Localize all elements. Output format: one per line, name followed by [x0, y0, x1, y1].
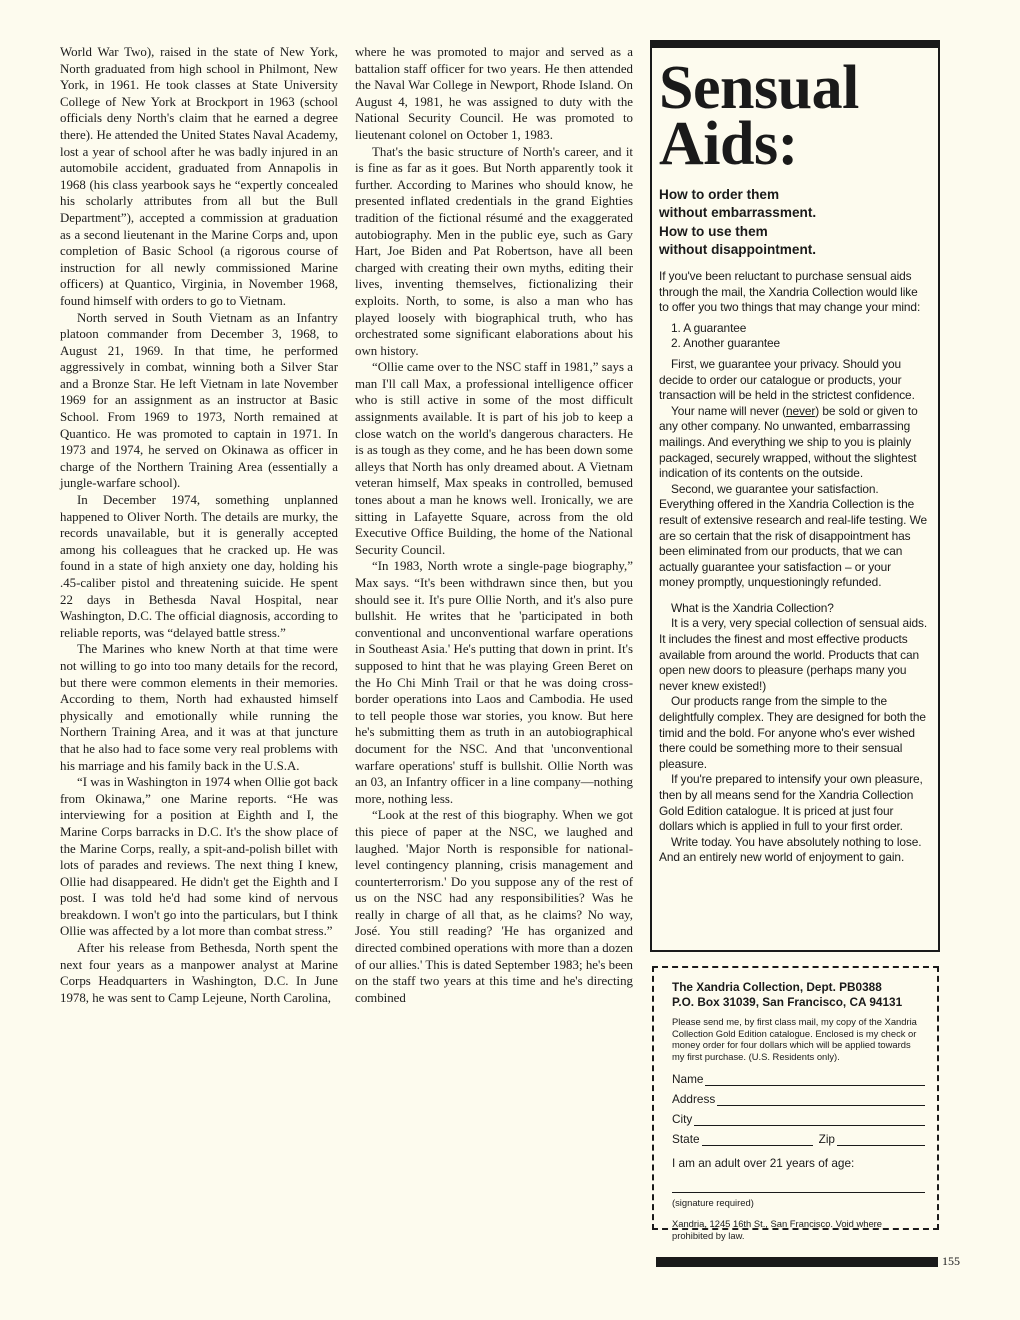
article-paragraph: In December 1974, something unplanned happened to Oliver North. The details are murky, the records unavailable, but it is generally accepted among his colleagues that he cracked up. He was found in a state of high anxiety one day, holding his .45-caliber pistol and threatening suicide. He spent 22 days in Bethesda Naval Hospital, near Washington, D.C. The official diagnosis, according to reliable reports, was “delayed battle stress.” [60, 493, 338, 640]
article-column-2 [355, 44, 633, 1006]
ad-subheading-line: without embarrassment. [659, 205, 817, 220]
ad-subheading-line: without disappointment. [659, 242, 817, 257]
article-paragraph: “I was in Washington in 1974 when Ollie got back from Okinawa,” one Marine reports. “He was interviewing for a position at Eighth and I, the Marine Corps barracks in D.C. It's the show place of the Marine Corps, really, a spit-and-polish billet with lots of parades and reviews. The next thing I knew, Ollie had disappeared. He didn't get the Eighth and I post. I was told he'd had some kind of nervous breakdown. I won't go into the particulars, but I think Ollie was affected by a lot more than combat stress.” [60, 775, 338, 939]
list-item: 2. Another guarantee [671, 336, 781, 351]
ad-question: What is the Xandria Collection? [671, 600, 834, 615]
zip-line[interactable] [837, 1133, 925, 1146]
text-run: Your name will never ( [671, 403, 786, 418]
page-number: 155 [942, 1254, 960, 1268]
ad-paragraph: Second, we guarantee your satisfaction. Everything offered in the Xandria Collection is the result of extensive research and real-life testing. We are so certain that the risk of disappointment has been eliminated from our products, that we can actually guarantee your satisfaction – or your money promptly, unquestioningly refunded. [659, 481, 927, 590]
article-paragraph: where he was promoted to major and served as a battalion staff officer for two years. He then attended the Naval War College in Newport, Rhode Island. On August 4, 1981, he was assigned to duty with the National Security Council. He was promoted to lieutenant colonel on October 1, 1983. [355, 45, 633, 142]
article-paragraph: North served in South Vietnam as an Infantry platoon commander from December 3, 1968, to August 21, 1969. In that time, he performed aggressively in combat, winning both a Silver Star and a Bronze Star. He left Vietnam in late November 1969 for an assignment as an instructor at Basic School. From 1969 to 1973, North remained at Quantico. He was promoted to captain in 1971. In 1973 and 1974, he served on Okinawa as officer in charge of the Northern Training Area (essentially a jungle-warfare school). [60, 310, 338, 491]
field-label: City [672, 1112, 693, 1127]
address-field[interactable] [672, 1086, 925, 1106]
city-line[interactable] [694, 1113, 925, 1126]
name-line[interactable] [705, 1073, 925, 1086]
field-label: Zip [818, 1132, 835, 1147]
ad-subheading [659, 186, 929, 222]
article-paragraph: The Marines who knew North at that time were not willing to go into too many details for the record, but there were common elements in their memories. According to them, North had exhausted himself physically and emotionally while running the Northern Training Area, and it was at that juncture that he also had to face some very real problems with his marriage and his family back in the U.S.A. [60, 642, 338, 773]
article-paragraph: “Ollie came over to the NSC staff in 1981,” says a man I'll call Max, a professional intelligence officer who is still active in some of the most difficult assignments available. It is part of his job to keep a close watch on the world's dangerous characters. He is as tough as they come, and he has been down some alleys that North has only dreamed about. A Vietnam veteran himself, Max speaks in controlled, bemused tones about a man he knows well. Ironically, we are sitting in Lafayette Square, across from the old Executive Office Building, the home of the National Security Council. [355, 360, 633, 557]
ad-headline [659, 54, 929, 178]
text-run: ) be sold or given to any other company. No unwanted, embarrassing mailings. And everything we ship to you is plainly packaged, securely wrapped, without the slightest indication of its contents on the outside. [659, 403, 918, 481]
coupon-request-text: Please send me, by first class mail, my copy of the Xandria Collection Gold Edition catalogue. Enclosed is my check or money order for four dollars which will be applied towards my first purchase. (U.S. Residents only). [672, 1016, 917, 1062]
ad-subheading [659, 223, 929, 259]
ad-guarantee-list [659, 321, 929, 352]
ad-paragraph: Our products range from the simple to the delightfully complex. They are designed for both the timid and the bold. For anyone who's ever wished there could be something more to their sensual pleasure. [659, 694, 926, 771]
field-label: Address [672, 1092, 716, 1107]
signature-caption: (signature required) [672, 1197, 754, 1209]
article-paragraph: After his release from Bethesda, North spent the next four years as a manpower analyst at Marine Corps Headquarters in Washington, D.C. In June 1978, he was sent to Camp Lejeune, North Carolina, [60, 941, 338, 1005]
signature-line[interactable] [672, 1170, 925, 1193]
ad-subheading-line: How to order them [659, 187, 780, 202]
ad-headline-line: Aids: [659, 110, 798, 178]
state-line[interactable] [702, 1133, 813, 1146]
article-column-1 [60, 44, 338, 1006]
article-paragraph: “In 1983, North wrote a single-page biography,” Max says. “It's been withdrawn since then, but you should see it. It's pure Ollie North, and it's also pure bullshit. He writes that he 'participated in both conventional and unconventional warfare operations in Southeast Asia.' He's putting that down in print. It's supposed to hint that he was playing Green Beret on the Ho Chi Minh Trail or that he was doing cross-border operations into Laos and Cambodia. He used to tell people those war stories, you know. But here he's submitting them as truth in an autobiographical document for the NSC. And that 'unconventional warfare operations' stuff is bullshit. Ollie North was an 03, an Infantry officer in a line company—nothing more, nothing less. [355, 559, 633, 806]
list-item: 1. A guarantee [671, 320, 747, 335]
ad-paragraph: If you're prepared to intensify your own pleasure, then by all means send for the Xandria Collection Gold Edition catalogue. It is priced at just four dollars which is applied in full to your first order. [659, 772, 923, 834]
field-label: State [672, 1132, 700, 1147]
ad-subheading-line: How to use them [659, 224, 768, 239]
advertisement [650, 40, 940, 952]
footer-rule [656, 1257, 938, 1267]
article-paragraph: That's the basic structure of North's career, and it is fine as far as it goes. But North apparently took it further. According to Marines who should know, he presented inflated credentials in the grand Eighties tradition of the fictional résumé and the exaggerated autobiography. Men in the public eye, such as Gary Hart, Joe Biden and Pat Robertson, have all been charged with creating their own myths, editing their lives, inventing themselves, fictionalizing their exploits. North, to some, is also a man who has played loosely with biographical truth, who has orchestrated some significant elaborations about his own history. [355, 144, 633, 358]
ad-body [659, 269, 929, 866]
ad-paragraph: It is a very, very special collection of sensual aids. It includes the finest and most effective products available from around the world. Products that can open new doors to pleasure (perhaps many you never knew existed!) [659, 616, 928, 693]
state-zip-field[interactable] [672, 1126, 925, 1146]
coupon-address-line: P.O. Box 31039, San Francisco, CA 94131 [672, 995, 903, 1009]
name-field[interactable] [672, 1066, 925, 1086]
city-field[interactable] [672, 1106, 925, 1126]
article-paragraph: World War Two), raised in the state of New York, North graduated from high school in Philmont, New York, in 1961. He took classes at State University College of New York at Brockport in 1963 (school officials deny North's claim that he earned a degree there). He attended the United States Naval Academy, lost a year of school after he was badly injured in an automobile accident, graduated from Annapolis in 1968 (his class yearbook says he “expertly concealed his scholarly attributes from all but the Bull Department”), accepted a commission at graduation as a second lieutenant in the Marine Corps and, upon completion of Basic School (a rigorous course of instruction for all newly commissioned Marine officers) at Quantico, Virginia, in November 1968, found himself with orders to go to Vietnam. [60, 45, 338, 308]
underlined-word: never [786, 403, 816, 418]
ad-paragraph: First, we guarantee your privacy. Should you decide to order our catalogue or products, your transaction will be held in the strictest confidence. [659, 356, 915, 403]
coupon-address-line: The Xandria Collection, Dept. PB0388 [672, 980, 882, 994]
order-coupon[interactable] [652, 966, 939, 1241]
article-paragraph: “Look at the rest of this biography. When we got this piece of paper at the NSC, we laughed and laughed. 'Major North is responsible for national-level contingency planning, crisis management and counterterrorism.' Do you suppose any of the rest of us on the NSC had any responsibilities? Was he really in charge of all that, as he claims? No way, José. You still reading? 'He has organized and directed combined operations with more than a dozen of our allies.' This is dated September 1983; he's been on the staff two years at this time and he's directing combined [355, 808, 633, 1005]
field-label: Name [672, 1072, 704, 1087]
ad-headline-line: Sensual [659, 54, 859, 122]
coupon-footer: Xandria, 1245 16th St., San Francisco. Void where prohibited by law. [672, 1218, 883, 1241]
ad-paragraph: If you've been reluctant to purchase sensual aids through the mail, the Xandria Collection would like to offer you two things that may change your mind: [659, 269, 921, 315]
adult-confirmation-text: I am an adult over 21 years of age: [672, 1156, 855, 1171]
ad-paragraph [659, 404, 929, 482]
address-line[interactable] [717, 1093, 925, 1106]
ad-paragraph: Write today. You have absolutely nothing to lose. And an entirely new world of enjoyment to gain. [659, 834, 922, 865]
